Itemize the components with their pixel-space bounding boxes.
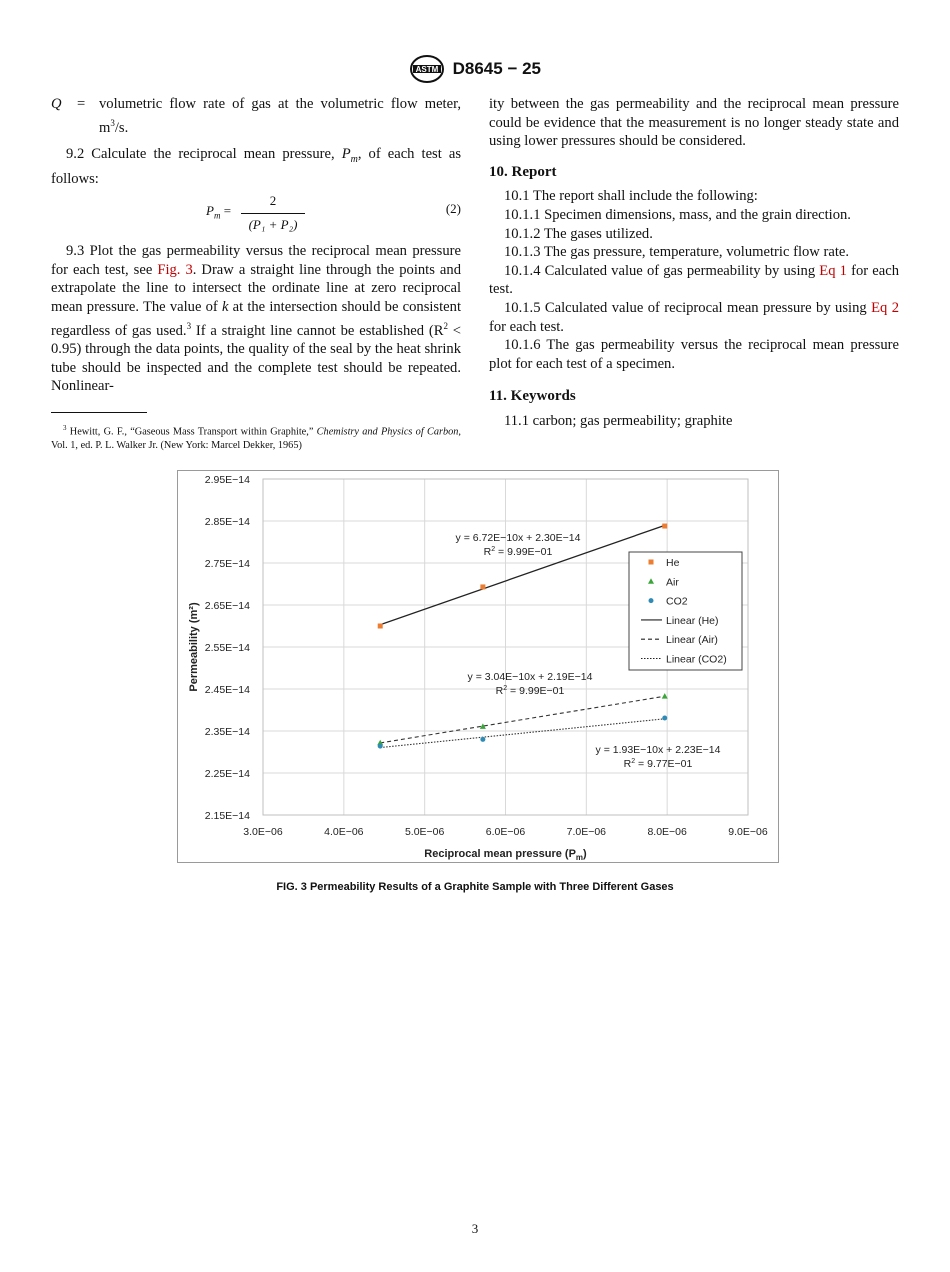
equation-denominator: (P₁ + P₂): [248, 216, 298, 232]
data-point-he: [662, 524, 667, 529]
x-tick-label: 7.0E−06: [566, 826, 607, 838]
legend-marker-he: [649, 560, 654, 565]
section-10-heading: 10. Report: [489, 163, 557, 180]
equation-label-air: y = 3.04E−10x + 2.19E−14: [467, 671, 593, 683]
item-10-1: 10.1 The report shall include the following:: [504, 188, 758, 205]
y-tick-label: 2.45E−14: [204, 684, 250, 696]
item-10-1-2: 10.1.2 The gases utilized.: [504, 225, 653, 242]
legend-label: Linear (Air): [666, 634, 718, 647]
left-column: [51, 95, 461, 453]
fig-3-link[interactable]: Fig. 3: [157, 261, 193, 278]
r2-label-air: $R^2 = 9.99E-01$: [495, 685, 565, 697]
paragraph-9-2: 9.2 Calculate the reciprocal mean pressure, $P_m$, of each test as follows:: [51, 146, 461, 187]
permeability-chart: [178, 471, 778, 862]
footnote-rule: [51, 412, 147, 413]
x-tick-label: 5.0E−06: [404, 826, 445, 838]
equation-fraction: [241, 192, 305, 234]
figure-caption: FIG. 3 Permeability Results of a Graphite Sample with Three Different Gases: [276, 881, 674, 893]
item-10-1-6: 10.1.6 The gas permeability versus the reciprocal mean pressure plot for each test of a specimen.: [489, 337, 899, 372]
data-point-co2: [662, 715, 667, 720]
footnote-3: $^3$ Hewitt, G. F., “Gaseous Mass Transport within Graphite,” Chemistry and Physics of Carbon, Vol. 1, ed. P. L. Walker Jr. (New York: Marcel Dekker, 1965): [51, 423, 461, 452]
data-point-he: [378, 624, 383, 629]
document-number: D8645 − 25: [452, 58, 542, 78]
data-point-he: [480, 584, 485, 589]
definition-equals: =: [77, 96, 86, 112]
x-tick-label: 9.0E−06: [728, 826, 768, 838]
right-column: [489, 95, 899, 431]
y-axis-title: Permeability (m²): [188, 602, 200, 692]
x-tick-label: 3.0E−06: [243, 826, 283, 838]
equation-numerator: 2: [269, 193, 277, 209]
legend-label: Air: [666, 576, 679, 589]
legend-label: Linear (He): [666, 614, 719, 627]
legend-label: CO2: [666, 595, 688, 608]
data-point-co2: [378, 744, 383, 749]
y-tick-label: 2.15E−14: [204, 810, 250, 822]
y-tick-label: 2.75E−14: [204, 558, 250, 570]
eq-1-link[interactable]: Eq 1: [819, 262, 847, 279]
y-tick-label: 2.25E−14: [204, 768, 250, 780]
astm-logo-icon: [409, 54, 445, 84]
item-10-1-5: 10.1.5 Calculated value of reciprocal mean pressure by using Eq 2 for each test.: [489, 299, 899, 335]
equation-label-he: y = 6.72E−10x + 2.30E−14: [455, 532, 581, 544]
item-10-1-1: 10.1.1 Specimen dimensions, mass, and the grain direction.: [504, 206, 851, 223]
item-11-1: 11.1 carbon; gas permeability; graphite: [504, 412, 733, 429]
figure-3: [177, 470, 779, 863]
equation-number: (2): [445, 201, 461, 217]
x-tick-label: 6.0E−06: [485, 826, 526, 838]
y-tick-label: 2.95E−14: [204, 474, 250, 486]
definition-q: [51, 95, 461, 137]
y-tick-label: 2.35E−14: [204, 726, 250, 738]
item-10-1-3: 10.1.3 The gas pressure, temperature, volumetric flow rate.: [504, 244, 849, 261]
x-tick-label: 4.0E−06: [324, 826, 364, 838]
item-10-1-4: 10.1.4 Calculated value of gas permeability by using Eq 1 for each test.: [489, 262, 899, 298]
legend-box: [629, 552, 742, 670]
r2-label-he: $R^2 = 9.99E-01$: [483, 546, 553, 558]
r2-label-co2: $R^2 = 9.77E-01$: [623, 758, 693, 770]
page-number: 3: [471, 1221, 479, 1236]
definition-symbol: Q: [51, 96, 62, 112]
legend-label: Linear (CO2): [666, 653, 727, 666]
section-11-heading: 11. Keywords: [489, 388, 576, 405]
paragraph-continuation: ity between the gas permeability and the reciprocal mean pressure could be evidence that the measurement is no longer steady state and using lower pressures should be considered.: [489, 96, 899, 150]
legend-label: He: [666, 557, 680, 569]
astm-logo-text: ASTM: [415, 65, 439, 74]
equation-2: [51, 192, 461, 234]
x-tick-label: 8.0E−06: [647, 826, 687, 838]
equation-lhs: $P_m$ =: [206, 203, 232, 221]
eq-2-link[interactable]: Eq 2: [871, 299, 899, 316]
y-tick-label: 2.65E−14: [204, 600, 250, 612]
page-header: [0, 54, 950, 84]
definition-text: volumetric flow rate of gas at the volumetric flow meter, $m^3/s$.: [99, 96, 461, 136]
paragraph-9-3: 9.3 Plot the gas permeability versus the reciprocal mean pressure for each test, see Fig. 3. Draw a straight line through the points and extrapolate the line to intersect the ordinate line at zero reciprocal mean pressure. The value of k at the intersection should be consistent regardless of gas used.$^3$ If a straight line cannot be established $(R^2 < 0.95)$ through the data points, the quality of the seal by the heat shrink tube should be inspected and the complete test should be repeated. Nonlinear-: [51, 243, 461, 395]
data-point-co2: [480, 737, 485, 742]
x-axis-title: Reciprocal mean pressure $(P_m)$: [424, 848, 587, 862]
y-tick-label: 2.85E−14: [204, 516, 250, 528]
y-tick-label: 2.55E−14: [204, 642, 250, 654]
legend-marker-co2: [649, 598, 654, 603]
equation-label-co2: y = 1.93E−10x + 2.23E−14: [595, 744, 721, 756]
